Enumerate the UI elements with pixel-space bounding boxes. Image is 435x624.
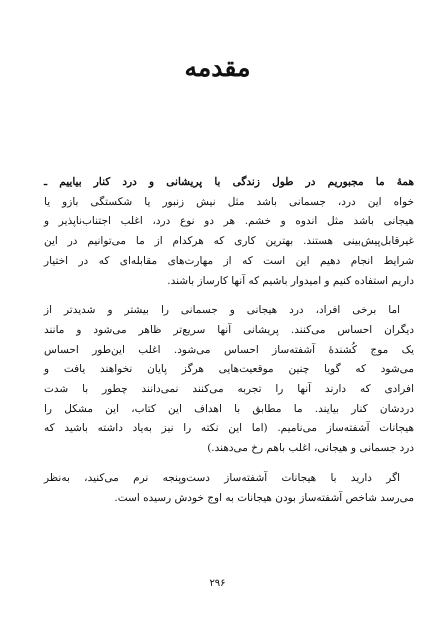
page-title: مقدمه [184, 53, 251, 82]
paragraph-distress [44, 301, 414, 459]
text-line: دردشان کنار بیایند. ما مطابق با اهداف این کتاب، این مشکل را [44, 402, 414, 415]
text-line: شرایط انجام دهیم این است که از مهارت‌های مقابله‌ای که در اختیار [44, 254, 414, 267]
paragraph-intro [44, 173, 414, 291]
text-line: غیرقابل‌پیش‌بینی هستند. بهترین کاری که هرکدام از ما می‌توانیم در این [44, 235, 414, 248]
text-line: اگر دارید با هیجانات آشفته‌ساز دست‌وپنجه نرم می‌کنید، به‌نظر [44, 471, 400, 484]
paragraph-struggle [44, 469, 414, 508]
text-line: دیگران احساس می‌کنند. پریشانی آنها سریع‌تر ظاهر می‌شود و مانند [44, 323, 414, 336]
text-line: می‌رسد شاخص آشفته‌ساز بودن هیجانات به اوج خودش رسیده است. [114, 491, 414, 504]
text-line: افرادی که دارند آنها را تجربه می‌کنند نمی‌دانند چطور با شدت [44, 383, 414, 396]
text-line: خواه این درد، جسمانی باشد مثل نیش زنبور یا شکستگی بازو یا [44, 195, 414, 208]
text-line: می‌شود که گویا چنین موقعیت‌هایی هرگز پایان نخواهند یافت و [44, 363, 414, 376]
text-line: داریم استفاده کنیم و امیدوار باشیم که آنها کارساز باشند. [167, 274, 414, 287]
text-line: هیجانی باشد مثل اندوه و خشم. هر دو نوع درد، اغلب اجتناب‌ناپذیر و [44, 215, 414, 228]
text-line: همهٔ ما مجبوریم در طول زندگی با پریشانی و درد کنار بیاییم ـ [44, 176, 414, 188]
page-number: ۲۹۶ [209, 578, 226, 589]
body-text [44, 173, 414, 508]
text-line: درد جسمانی و هیجانی، اغلب باهم رخ می‌دهند.) [207, 442, 414, 455]
text-line: یک موج کُشندهٔ آشفته‌ساز احساس می‌شود. اغلب این‌طور احساس [44, 343, 414, 356]
text-line: اما برخی افراد، درد هیجانی و جسمانی را بیشتر و شدیدتر از [44, 304, 400, 317]
text-line: هیجانات آشفته‌ساز می‌نامیم. (اما این نکته را نیز به‌یاد داشته باشید که [44, 422, 414, 435]
